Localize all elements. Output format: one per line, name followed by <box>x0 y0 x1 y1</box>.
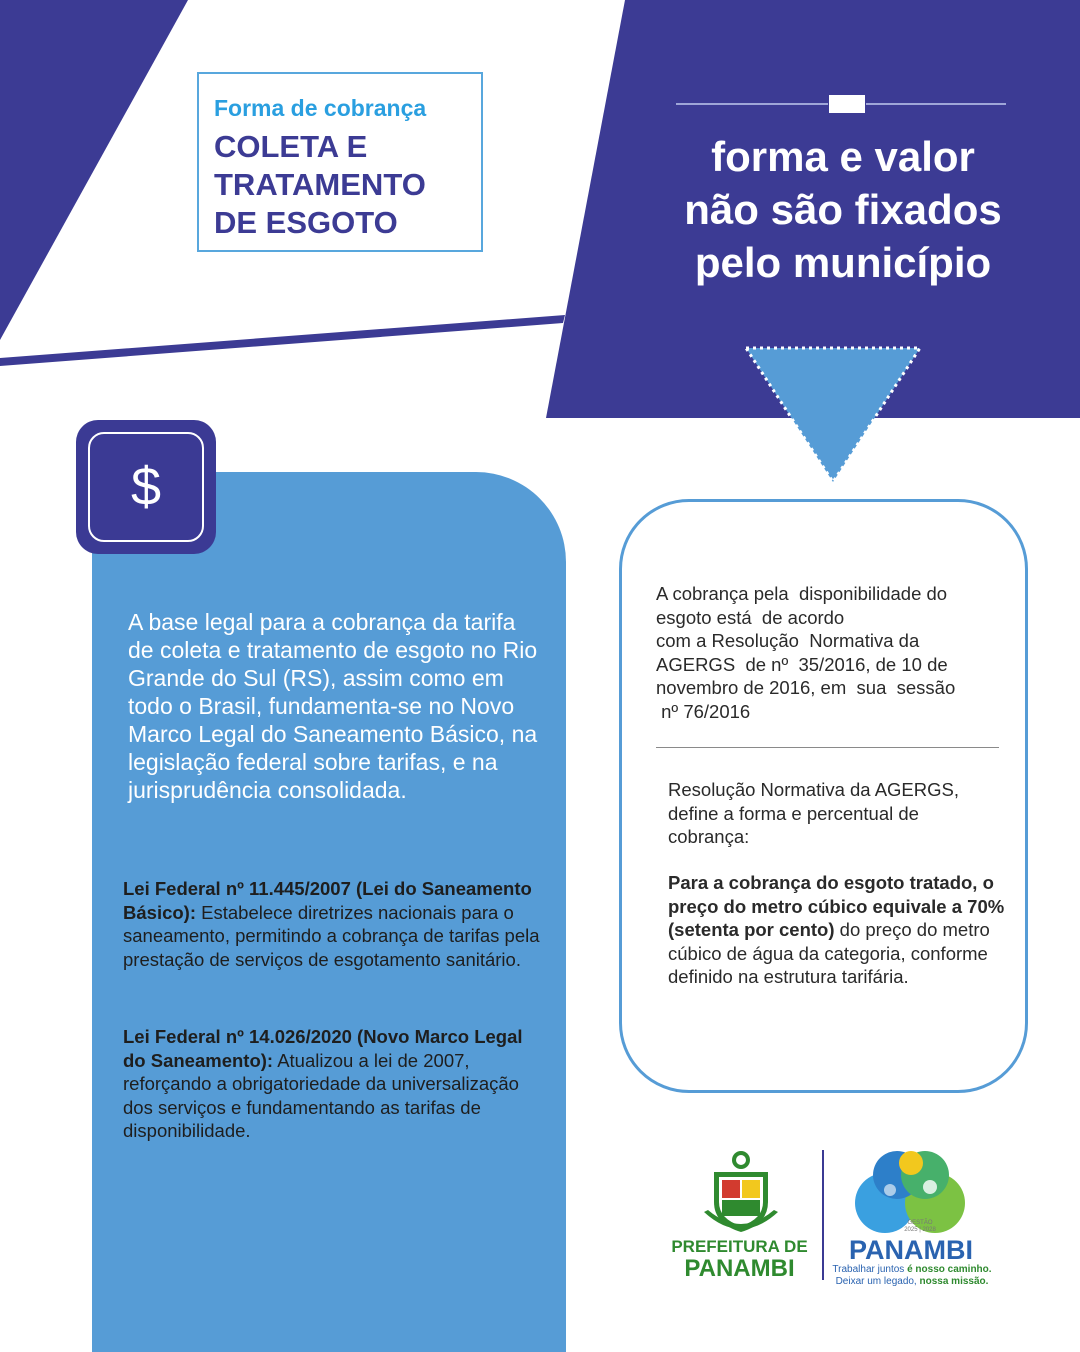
law-11445-title: Lei Federal nº 11.445/2007 (Lei do Saneamento Básico): <box>123 878 532 923</box>
prefeitura-crest-icon <box>700 1150 782 1235</box>
law-11445 <box>123 877 543 971</box>
slogan-line1 <box>832 1264 992 1276</box>
resolution-text: A cobrança pela disponibilidade do esgoto está de acordo com a Resolução Normativa da AGERGS de nº 35/2016, de 10 de novembro de 2016, em sua sessão nº 76/2016 <box>656 583 956 722</box>
headline-rule-left <box>676 103 828 105</box>
title-subtitle: Forma de cobrança <box>214 95 427 121</box>
diagonal-stripe <box>0 315 565 366</box>
headline <box>628 130 1058 289</box>
slogan-line1-highlight: é nosso caminho. <box>907 1264 992 1275</box>
headline-rule-right <box>866 103 1006 105</box>
logo-divider <box>822 1150 824 1280</box>
slogan-line1-text: Trabalhar juntos <box>832 1264 908 1275</box>
dollar-icon-box <box>76 420 216 554</box>
slogan-line2-text: Deixar um legado, <box>835 1276 920 1287</box>
law-14026-title: Lei Federal nº 14.026/2020 (Novo Marco Legal do Saneamento): <box>123 1026 523 1071</box>
slogan-line2-highlight: nossa missão. <box>919 1276 989 1287</box>
resolution-rule-text: do preço do metro cúbico de água da categoria, conforme definido na estrutura tarifária. <box>668 919 990 987</box>
resolution-rule-bold: Para a cobrança do esgoto tratado, o preço do metro cúbico equivale a 70% (setenta por cento) <box>668 872 1005 940</box>
legal-basis-text: A base legal para a cobrança da tarifa de coleta e tratamento de esgoto no Rio Grande do Sul (RS), assim como em todo o Brasil, fundamenta-se no Novo Marco Legal do Saneamento Básico, na legislação federal sobre tarifas, e na jurisprudência consolidada. <box>128 609 538 803</box>
headline-line: não são fixados <box>684 186 1002 233</box>
law-14026-text: Atualizou a lei de 2007, reforçando a obrigatoriedade da universalização dos serviços e fundamentando as tarifas de disponibilidade. <box>123 1049 519 1141</box>
headline-line: forma e valor <box>711 133 975 180</box>
title-line: COLETA E <box>214 129 368 164</box>
gestao-slogan <box>832 1264 992 1288</box>
title-line: DE ESGOTO <box>214 205 398 240</box>
gestao-title: GESTÃO <box>907 1220 933 1226</box>
law-14026 <box>123 1025 543 1143</box>
page-title <box>214 128 467 242</box>
slogan-line2 <box>832 1276 992 1288</box>
gestao-brand: PANAMBI <box>849 1235 973 1265</box>
prefeitura-line2: PANAMBI <box>684 1255 795 1282</box>
headline-line: pelo município <box>694 239 992 286</box>
resolution-divider <box>656 747 999 748</box>
gestao-years: 2025 | 2028 <box>904 1227 936 1233</box>
left-navy-wedge <box>0 0 188 340</box>
resolution-definition: Resolução Normativa da AGERGS, define a forma e percentual de cobrança: <box>668 779 959 847</box>
gestao-label <box>900 1220 940 1234</box>
title-line: TRATAMENTO <box>214 167 426 202</box>
prefeitura-line1: PREFEITURA DE <box>671 1237 808 1256</box>
dollar-icon: $ <box>88 432 204 542</box>
resolution-rule <box>668 871 1008 989</box>
headline-rule-marker <box>829 95 865 113</box>
prefeitura-logo-label <box>662 1237 817 1282</box>
title-box <box>197 72 483 252</box>
law-11445-text: Estabelece diretrizes nacionais para o saneamento, permitindo a cobrança de tarifas pela prestação de serviços de esgotamento sanitário. <box>123 901 540 970</box>
